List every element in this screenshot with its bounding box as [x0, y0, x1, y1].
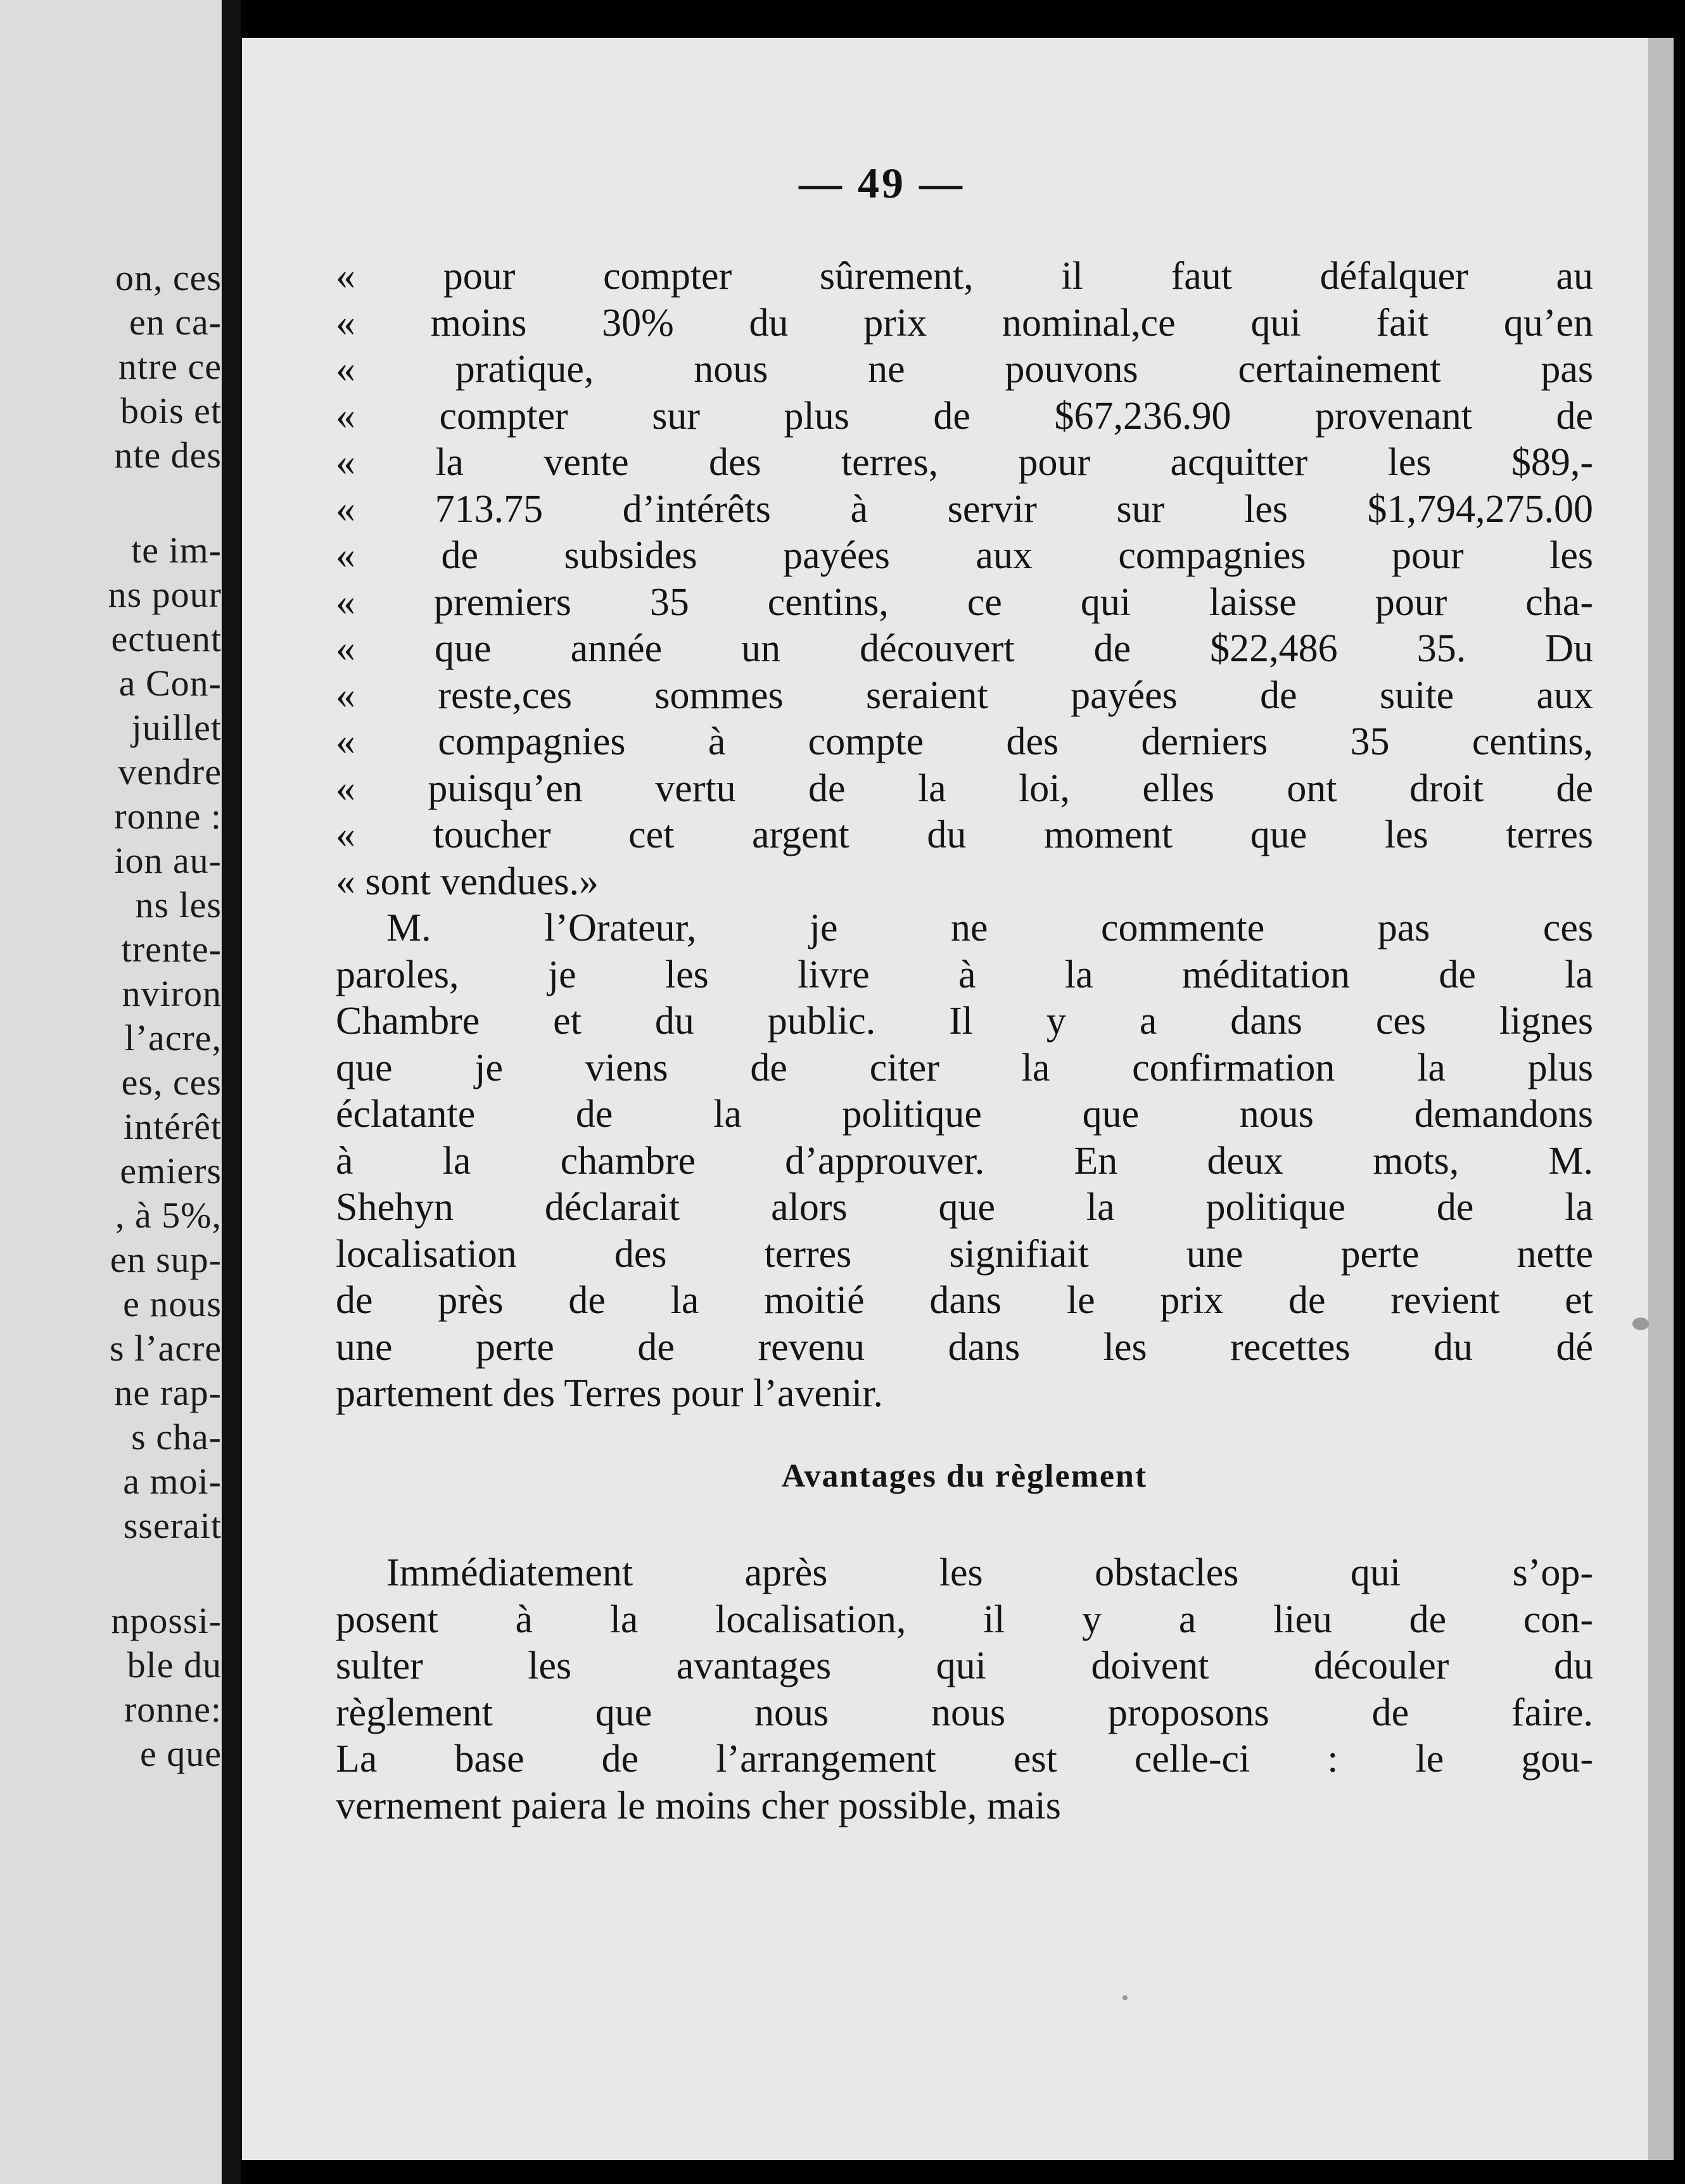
text-line: « 713.75 d’intérêts à servir sur les $1,794,275.00 — [336, 487, 1593, 531]
text-line: « premiers 35 centins, ce qui laisse pour cha- — [336, 580, 1593, 624]
quote-block — [336, 253, 1593, 905]
left-page-line: vendre — [118, 751, 222, 792]
text-line: « de subsides payées aux compagnies pour les — [336, 534, 1593, 577]
text-line: règlement que nous nous proposons de faire. — [336, 1691, 1593, 1734]
text-line: M. l’Orateur, je ne commente pas ces — [386, 906, 1593, 949]
left-page-line: e nous — [123, 1283, 222, 1324]
paragraph-2 — [336, 1550, 1593, 1829]
text-line: posent à la localisation, il y a lieu de con- — [336, 1597, 1593, 1641]
left-page-line: ion au- — [114, 840, 222, 881]
left-page-line: nte des — [114, 435, 222, 476]
text-line: « moins 30% du prix nominal,ce qui fait qu’en — [336, 301, 1593, 345]
left-page-line: trente- — [121, 929, 222, 970]
text-line: « compagnies à compte des derniers 35 centins, — [336, 720, 1593, 763]
text-line: paroles, je les livre à la méditation de la — [336, 953, 1593, 996]
left-page-line: es, ces — [121, 1062, 222, 1103]
paragraph-1 — [336, 905, 1593, 1418]
left-page-line: ne rap- — [114, 1372, 222, 1413]
text-line: « que année un découvert de $22,486 35. Du — [336, 627, 1593, 670]
text-line: « puisqu’en vertu de la loi, elles ont droit de — [336, 766, 1593, 810]
left-page-line: nviron — [122, 973, 222, 1014]
text-line: sulter les avantages qui doivent découler du — [336, 1644, 1593, 1687]
left-page-line: a moi- — [123, 1461, 222, 1502]
left-page-line: s cha- — [131, 1416, 222, 1457]
left-page-line: s l’acre — [109, 1328, 222, 1369]
section-heading: Avantages du règlement — [781, 1457, 1148, 1494]
paper-speck — [1122, 1995, 1128, 2000]
left-page-line: npossi- — [111, 1600, 222, 1641]
left-page-line: juillet — [131, 707, 222, 748]
text-line: Immédiatement après les obstacles qui s’op- — [386, 1551, 1593, 1594]
book-page — [242, 38, 1674, 2160]
left-page-line: a Con- — [118, 663, 222, 704]
text-line: que je viens de citer la confirmation la plus — [336, 1046, 1593, 1089]
left-page-line: ronne: — [124, 1689, 222, 1730]
left-page-line: bois et — [120, 390, 222, 431]
text-line: une perte de revenu dans les recettes du dé — [336, 1325, 1593, 1369]
left-page-line: ronne : — [114, 796, 222, 837]
left-page-line: , à 5%, — [115, 1195, 222, 1236]
left-page-line: ectuent — [111, 618, 222, 659]
text-line: « reste,ces sommes seraient payées de suite aux — [336, 673, 1593, 717]
text-line: « la vente des terres, pour acquitter les $89,- — [336, 441, 1593, 484]
left-page-line: on, ces — [115, 257, 222, 298]
left-page-line: e que — [140, 1733, 222, 1774]
text-line: partement des Terres pour l’avenir. — [336, 1372, 883, 1415]
left-page-line: intérêt — [123, 1106, 222, 1147]
text-line: localisation des terres signifiait une perte nette — [336, 1232, 1593, 1276]
text-line: vernement paiera le moins cher possible, mais — [336, 1784, 1061, 1827]
page-number: — 49 — — [799, 159, 965, 207]
text-line: à la chambre d’approuver. En deux mots, M. — [336, 1139, 1593, 1183]
page-gutter — [223, 0, 241, 2184]
left-page-fragment — [0, 0, 222, 2184]
left-page-line: sserait — [123, 1505, 222, 1546]
text-line: « sont vendues.» — [336, 860, 599, 903]
text-line: éclatante de la politique que nous demandons — [336, 1093, 1593, 1136]
left-page-line: ntre ce — [118, 346, 222, 387]
left-page-line: ns les — [135, 884, 222, 925]
left-page-line: ns pour — [108, 574, 222, 615]
page-body — [336, 253, 1593, 1829]
left-page-line: en ca- — [129, 302, 222, 343]
text-line: « toucher cet argent du moment que les terres — [336, 813, 1593, 856]
text-line: Shehyn déclarait alors que la politique de la — [336, 1186, 1593, 1229]
paper-speck — [1632, 1317, 1649, 1330]
left-page-line: emiers — [120, 1150, 222, 1191]
text-line: « pratique, nous ne pouvons certainement pas — [336, 348, 1593, 391]
text-line: de près de la moitié dans le prix de revient et — [336, 1279, 1593, 1322]
left-page-line: l’acre, — [124, 1017, 222, 1058]
text-line: « compter sur plus de $67,236.90 provenant de — [336, 394, 1593, 438]
text-line: « pour compter sûrement, il faut défalquer au — [336, 255, 1593, 298]
text-line: La base de l’arrangement est celle-ci : le gou- — [336, 1737, 1593, 1781]
left-page-line: te im- — [131, 530, 222, 571]
page-edge-shadow — [1648, 38, 1674, 2160]
left-page-line: en sup- — [110, 1239, 222, 1280]
left-page-line: ble du — [127, 1644, 222, 1686]
text-line: Chambre et du public. Il y a dans ces lignes — [336, 1000, 1593, 1043]
